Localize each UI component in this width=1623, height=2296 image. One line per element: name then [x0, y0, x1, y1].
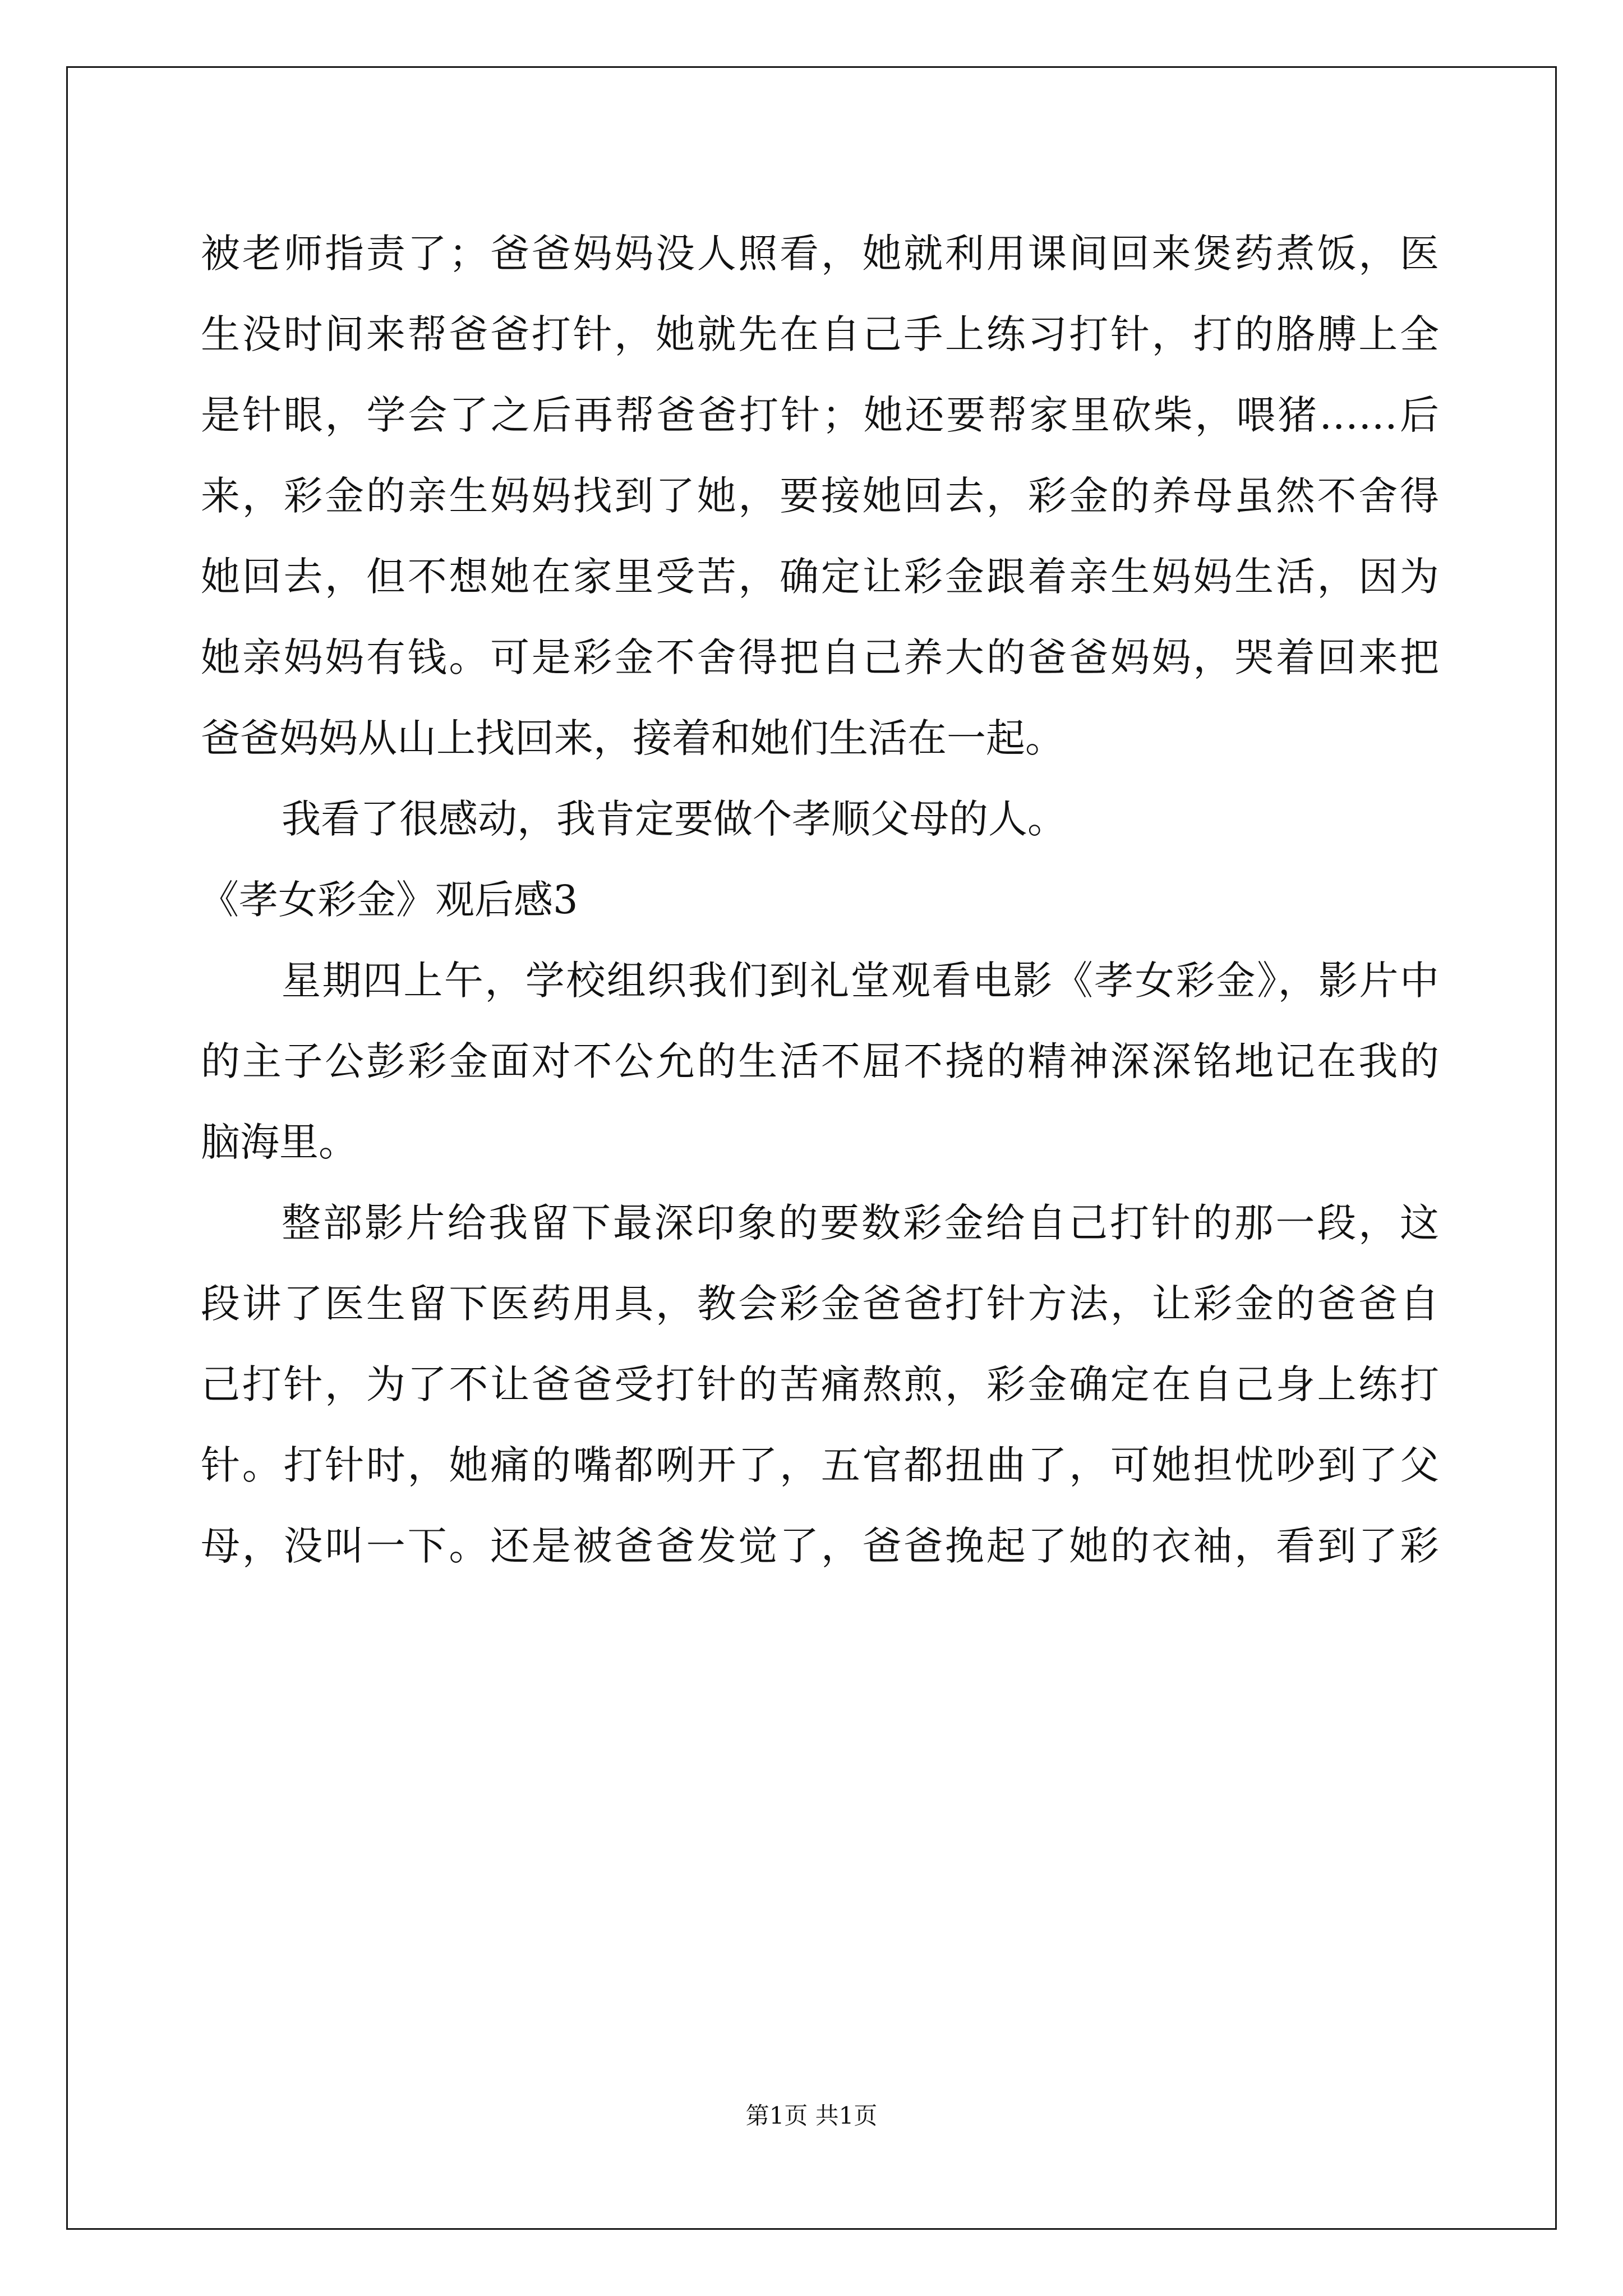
text-line: 是针眼，学会了之后再帮爸爸打针；她还要帮家里砍柴，喂猪……后: [201, 392, 1439, 438]
text-line: 她亲妈妈有钱。可是彩金不舍得把自己养大的爸爸妈妈，哭着回来把: [201, 634, 1439, 680]
paragraph-first-line: 星期四上午，学校组织我们到礼堂观看电影《孝女彩金》，影片中: [282, 958, 1439, 1004]
text-line: 针。打针时，她痛的嘴都咧开了，五官都扭曲了，可她担忧吵到了父: [201, 1442, 1439, 1488]
paragraph-first-line: 整部影片给我留下最深印象的要数彩金给自己打针的那一段，这: [282, 1200, 1439, 1246]
text-line: 脑海里。: [201, 1119, 358, 1165]
text-line: 她回去，但不想她在家里受苦，确定让彩金跟着亲生妈妈生活，因为: [201, 554, 1439, 600]
text-line: 母，没叫一下。还是被爸爸发觉了，爸爸挽起了她的衣袖，看到了彩: [201, 1523, 1439, 1569]
text-line: 来，彩金的亲生妈妈找到了她，要接她回去，彩金的养母虽然不舍得: [201, 473, 1439, 519]
text-line: 爸爸妈妈从山上找回来，接着和她们生活在一起。: [201, 715, 1064, 761]
paragraph-first-line: 我看了很感动，我肯定要做个孝顺父母的人。: [282, 796, 1067, 842]
text-line: 段讲了医生留下医药用具，教会彩金爸爸打针方法，让彩金的爸爸自: [201, 1281, 1439, 1327]
page-footer: 第1页 共1页: [745, 2102, 878, 2129]
text-line: 己打针，为了不让爸爸受打针的苦痛熬煎，彩金确定在自己身上练打: [201, 1361, 1439, 1407]
text-line: 生没时间来帮爸爸打针，她就先在自己手上练习打针，打的胳膊上全: [201, 311, 1439, 357]
text-line: 的主子公彭彩金面对不公允的生活不屈不挠的精神深深铭地记在我的: [201, 1038, 1439, 1084]
section-heading: 《孝女彩金》观后感3: [200, 877, 578, 923]
text-line: 被老师指责了；爸爸妈妈没人照看，她就利用课间回来煲药煮饭，医: [201, 231, 1439, 277]
